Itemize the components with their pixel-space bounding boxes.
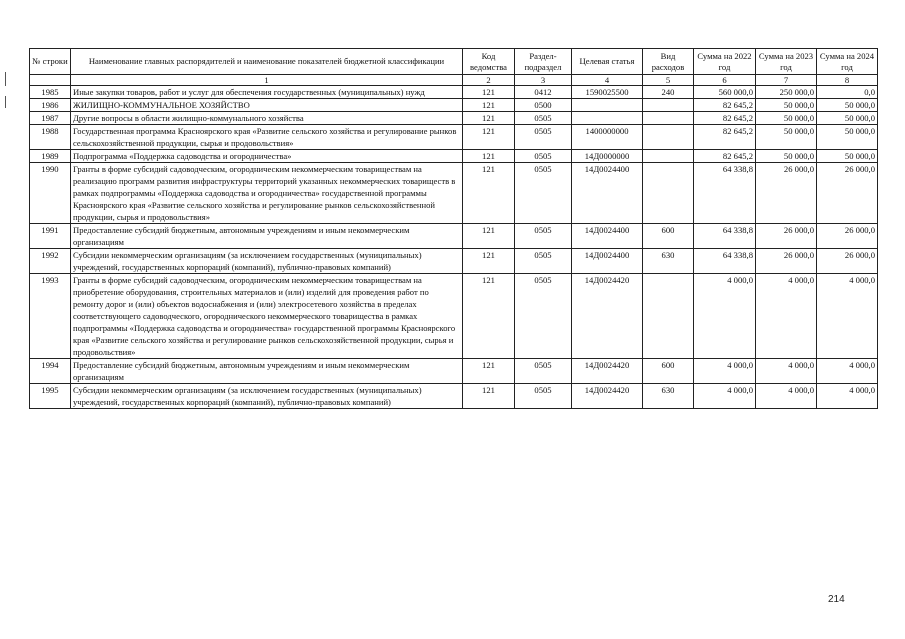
row-number: 1985 — [30, 86, 71, 99]
row-sum-2024: 4 000,0 — [817, 274, 878, 359]
table-body — [30, 86, 878, 409]
table-row — [30, 359, 878, 384]
row-number: 1993 — [30, 274, 71, 359]
header-exp-type: Вид расходов — [643, 49, 694, 75]
row-number: 1989 — [30, 150, 71, 163]
row-sum-2024: 4 000,0 — [817, 359, 878, 384]
table-row — [30, 224, 878, 249]
row-sum-2024: 50 000,0 — [817, 150, 878, 163]
row-exp-type: 240 — [643, 86, 694, 99]
row-sum-2024: 50 000,0 — [817, 112, 878, 125]
row-target: 14Д0024420 — [572, 274, 643, 359]
row-sum-2023: 4 000,0 — [756, 359, 817, 384]
row-dept: 121 — [463, 249, 515, 274]
row-sum-2023: 50 000,0 — [756, 112, 817, 125]
row-exp-type — [643, 99, 694, 112]
header-name: Наименование главных распорядителей и наименование показателей бюджетной классификации — [71, 49, 463, 75]
row-target: 14Д0000000 — [572, 150, 643, 163]
column-number: 1 — [71, 75, 463, 86]
header-row-no: № строки — [30, 49, 71, 75]
row-sum-2023: 26 000,0 — [756, 249, 817, 274]
column-number: 6 — [694, 75, 756, 86]
row-target: 1590025500 — [572, 86, 643, 99]
row-sum-2024: 26 000,0 — [817, 224, 878, 249]
table-row — [30, 274, 878, 359]
row-sum-2022: 4 000,0 — [694, 359, 756, 384]
row-dept: 121 — [463, 150, 515, 163]
row-number: 1992 — [30, 249, 71, 274]
row-sum-2024: 26 000,0 — [817, 249, 878, 274]
row-name: Предоставление субсидий бюджетным, автономным учреждениям и иным некоммерческим организациям — [71, 359, 463, 384]
row-name: Государственная программа Красноярского края «Развитие сельского хозяйства и регулирование рынков сельскохозяйственной продукции, сырья и продовольствия» — [71, 125, 463, 150]
row-section: 0505 — [515, 274, 572, 359]
row-sum-2023: 250 000,0 — [756, 86, 817, 99]
column-number: 3 — [515, 75, 572, 86]
row-section: 0500 — [515, 99, 572, 112]
table-row — [30, 150, 878, 163]
table-row — [30, 125, 878, 150]
column-number: 2 — [463, 75, 515, 86]
page-number: 214 — [828, 594, 845, 605]
row-exp-type — [643, 150, 694, 163]
column-number: 4 — [572, 75, 643, 86]
row-sum-2022: 64 338,8 — [694, 163, 756, 224]
row-sum-2024: 4 000,0 — [817, 384, 878, 409]
table-row — [30, 249, 878, 274]
row-sum-2024: 50 000,0 — [817, 99, 878, 112]
table-header — [30, 49, 878, 86]
header-section: Раздел-подраздел — [515, 49, 572, 75]
row-target — [572, 112, 643, 125]
row-dept: 121 — [463, 359, 515, 384]
row-exp-type — [643, 163, 694, 224]
row-dept: 121 — [463, 274, 515, 359]
row-number: 1994 — [30, 359, 71, 384]
row-sum-2023: 26 000,0 — [756, 224, 817, 249]
row-name: Гранты в форме субсидий садоводческим, огородническим некоммерческим товариществам на реализацию программ развития инфраструктуры территорий указанных некоммерческих товариществ в рамках подпрограммы «Поддержка садоводства и огородничества» государственной программы Красноярского края «Развитие сельского хозяйства и регулирование рынков сельскохозяйственной продукции, сырья и продовольствия» — [71, 163, 463, 224]
row-number: 1986 — [30, 99, 71, 112]
row-number: 1990 — [30, 163, 71, 224]
row-target: 14Д0024400 — [572, 224, 643, 249]
scan-margin-mark — [5, 72, 6, 86]
table-row — [30, 384, 878, 409]
row-dept: 121 — [463, 125, 515, 150]
row-name: Субсидии некоммерческим организациям (за исключением государственных (муниципальных) учреждений, государственных корпораций (компаний), публично-правовых компаний) — [71, 384, 463, 409]
table-row — [30, 86, 878, 99]
row-target: 14Д0024420 — [572, 359, 643, 384]
header-sum-2023: Сумма на 2023 год — [756, 49, 817, 75]
row-number: 1995 — [30, 384, 71, 409]
row-section: 0505 — [515, 224, 572, 249]
row-sum-2022: 4 000,0 — [694, 274, 756, 359]
row-dept: 121 — [463, 112, 515, 125]
row-name: ЖИЛИЩНО-КОММУНАЛЬНОЕ ХОЗЯЙСТВО — [71, 99, 463, 112]
row-dept: 121 — [463, 86, 515, 99]
row-sum-2022: 4 000,0 — [694, 384, 756, 409]
row-sum-2022: 82 645,2 — [694, 125, 756, 150]
row-dept: 121 — [463, 224, 515, 249]
row-dept: 121 — [463, 99, 515, 112]
row-sum-2023: 26 000,0 — [756, 163, 817, 224]
row-exp-type: 630 — [643, 249, 694, 274]
row-number: 1987 — [30, 112, 71, 125]
row-sum-2022: 82 645,2 — [694, 99, 756, 112]
scan-margin-mark — [5, 96, 6, 108]
row-sum-2024: 0,0 — [817, 86, 878, 99]
header-sum-2022: Сумма на 2022 год — [694, 49, 756, 75]
row-section: 0505 — [515, 384, 572, 409]
row-target: 1400000000 — [572, 125, 643, 150]
row-sum-2023: 4 000,0 — [756, 384, 817, 409]
row-sum-2023: 50 000,0 — [756, 125, 817, 150]
row-name: Подпрограмма «Поддержка садоводства и огородничества» — [71, 150, 463, 163]
row-section: 0505 — [515, 125, 572, 150]
column-number: 5 — [643, 75, 694, 86]
row-section: 0505 — [515, 150, 572, 163]
table-row — [30, 112, 878, 125]
row-dept: 121 — [463, 163, 515, 224]
row-exp-type — [643, 274, 694, 359]
budget-table — [29, 48, 878, 409]
row-sum-2023: 4 000,0 — [756, 274, 817, 359]
row-section: 0505 — [515, 163, 572, 224]
row-target — [572, 99, 643, 112]
column-number — [30, 75, 71, 86]
row-section: 0505 — [515, 249, 572, 274]
table-row — [30, 163, 878, 224]
header-sum-2024: Сумма на 2024 год — [817, 49, 878, 75]
row-sum-2023: 50 000,0 — [756, 99, 817, 112]
row-name: Субсидии некоммерческим организациям (за исключением государственных (муниципальных) учреждений, государственных корпораций (компаний), публично-правовых компаний) — [71, 249, 463, 274]
header-target: Целевая статья — [572, 49, 643, 75]
row-target: 14Д0024420 — [572, 384, 643, 409]
table-row — [30, 99, 878, 112]
row-sum-2022: 64 338,8 — [694, 224, 756, 249]
row-sum-2022: 560 000,0 — [694, 86, 756, 99]
row-exp-type — [643, 112, 694, 125]
row-number: 1991 — [30, 224, 71, 249]
header-dept: Код ведомства — [463, 49, 515, 75]
column-numbers-row — [30, 75, 878, 86]
row-exp-type: 600 — [643, 359, 694, 384]
row-section: 0505 — [515, 359, 572, 384]
row-exp-type: 630 — [643, 384, 694, 409]
row-sum-2022: 82 645,2 — [694, 150, 756, 163]
column-number: 7 — [756, 75, 817, 86]
row-target: 14Д0024400 — [572, 163, 643, 224]
column-number: 8 — [817, 75, 878, 86]
row-sum-2024: 50 000,0 — [817, 125, 878, 150]
row-section: 0505 — [515, 112, 572, 125]
row-dept: 121 — [463, 384, 515, 409]
row-name: Другие вопросы в области жилищно-коммунального хозяйства — [71, 112, 463, 125]
row-sum-2024: 26 000,0 — [817, 163, 878, 224]
row-name: Гранты в форме субсидий садоводческим, огородническим некоммерческим товариществам на приобретение оборудования, строительных материалов и (или) изделий для проведения работ по ремонту дорог и (или) объектов водоснабжения и (или) электросетевого хозяйства в пределах соответствующего садоводческого, огороднического некоммерческого товарищества в рамках подпрограммы «Поддержка садоводства и огородничества» государственной программы Красноярского края «Развитие сельского хозяйства и регулирование рынков сельскохозяйственной продукции, сырья и продовольствия» — [71, 274, 463, 359]
row-name: Предоставление субсидий бюджетным, автономным учреждениям и иным некоммерческим организациям — [71, 224, 463, 249]
row-name: Иные закупки товаров, работ и услуг для обеспечения государственных (муниципальных) нужд — [71, 86, 463, 99]
row-number: 1988 — [30, 125, 71, 150]
row-exp-type — [643, 125, 694, 150]
row-sum-2022: 64 338,8 — [694, 249, 756, 274]
row-sum-2023: 50 000,0 — [756, 150, 817, 163]
row-section: 0412 — [515, 86, 572, 99]
row-target: 14Д0024400 — [572, 249, 643, 274]
row-exp-type: 600 — [643, 224, 694, 249]
row-sum-2022: 82 645,2 — [694, 112, 756, 125]
